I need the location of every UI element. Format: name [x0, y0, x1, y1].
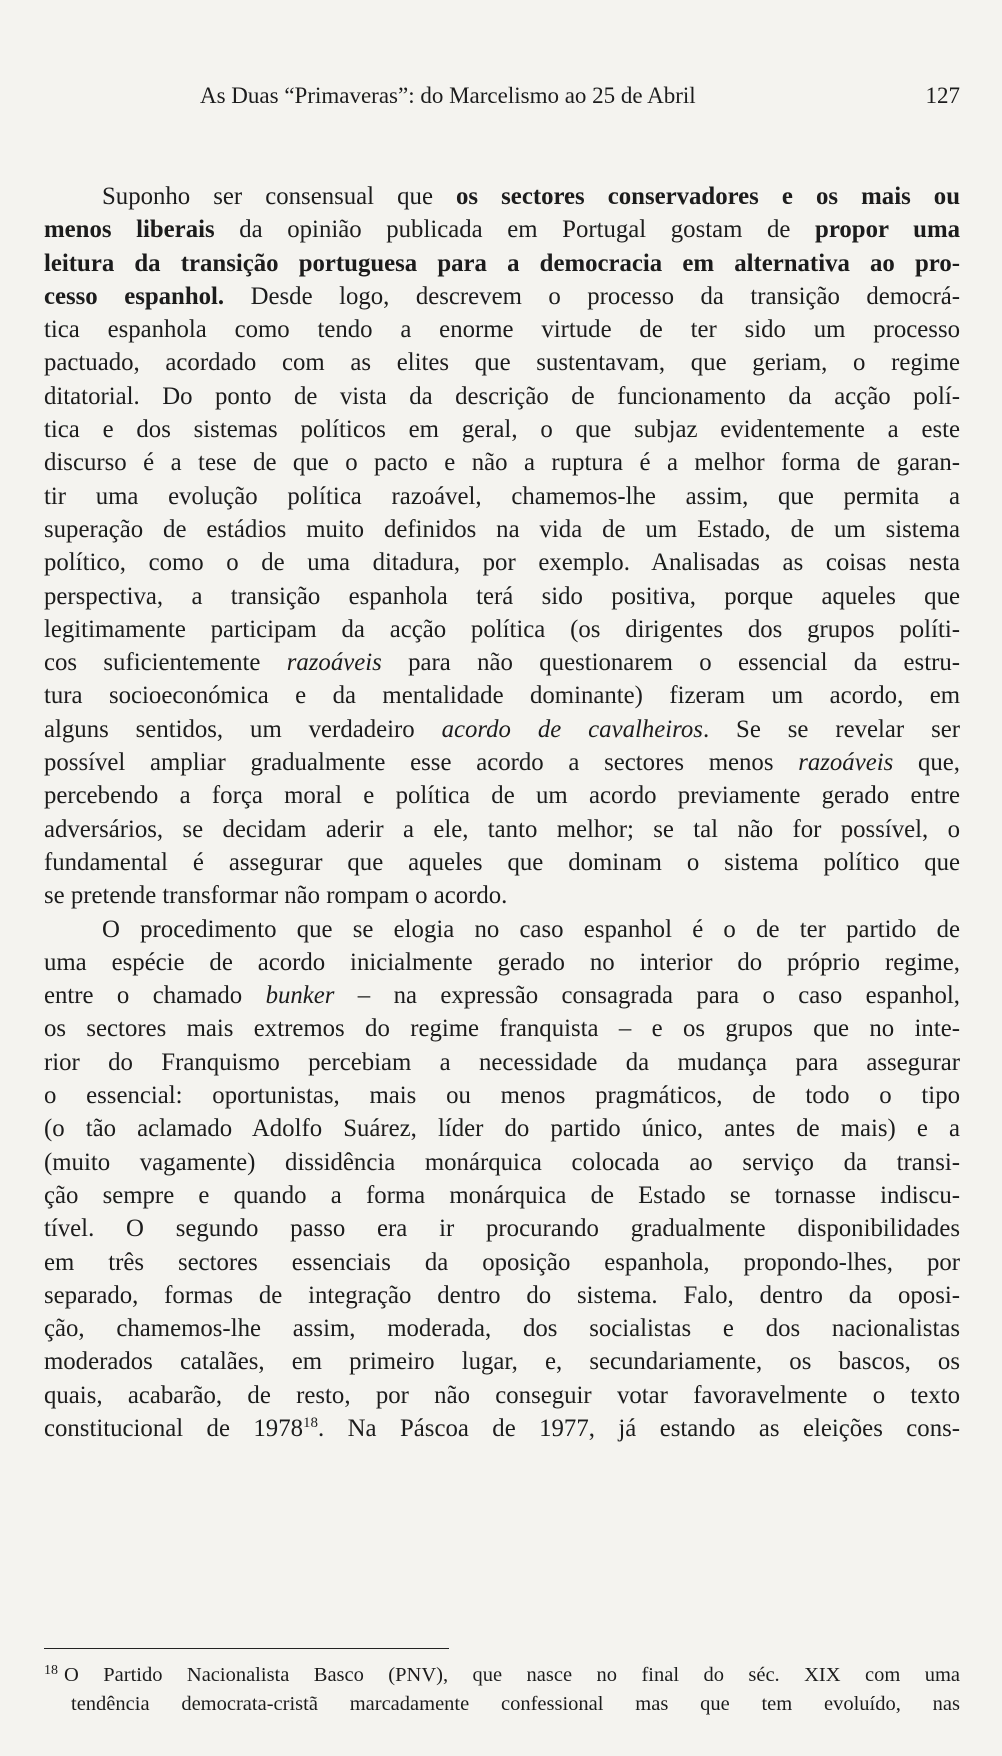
bold-run: os sectores conservadores e os mais ou [456, 183, 960, 210]
text-line: tica espanhola como tendo a enorme virtude de ter sido um processo [44, 316, 960, 344]
text-line: adversários, se decidam aderir a ele, tanto melhor; se tal não for possível, o [44, 815, 960, 843]
bold-run: cesso espanhol. [44, 282, 225, 310]
text-line [44, 746, 960, 779]
text-line: percebendo a força moral e política de um acordo previamente gerado entre [44, 782, 960, 810]
text-line: ção sempre e quando a forma monárquica de Estado se tornasse indiscu- [44, 1181, 960, 1209]
text-line: moderados catalães, em primeiro lugar, e, secundariamente, os bascos, os [44, 1348, 960, 1376]
text-run: possível ampliar gradualmente esse acordo a sectores menos [44, 749, 799, 777]
text-run: . Na Páscoa de 1977, já estando as eleições cons- [318, 1414, 960, 1442]
footnote-number: 18 [44, 1663, 58, 1678]
text-line: tível. O segundo passo era ir procurando gradualmente disponibilidades [44, 1215, 960, 1243]
text-line: perspectiva, a transição espanhola terá sido positiva, porque aqueles que [44, 582, 960, 610]
text-line: os sectores mais extremos do regime franquista – e os grupos que no inte- [44, 1015, 960, 1043]
text-line [44, 1412, 960, 1445]
text-line: em três sectores essenciais da oposição espanhola, propondo-lhes, por [44, 1248, 960, 1276]
italic-run: acordo de cavalheiros [441, 715, 703, 743]
text-line: tura socioeconómica e da mentalidade dominante) fizeram um acordo, em [44, 682, 960, 710]
text-line: tica e dos sistemas políticos em geral, o que subjaz evidentemente a este [44, 416, 960, 444]
text-line: quais, acabarão, de resto, por não conseguir votar favoravelmente o texto [44, 1381, 960, 1409]
text-line: leitura da transição portuguesa para a democracia em alternativa ao pro- [44, 249, 960, 277]
text-line: (o tão aclamado Adolfo Suárez, líder do partido único, antes de mais) e a [44, 1115, 960, 1143]
text-run: constitucional de 1978 [44, 1414, 303, 1442]
text-line: ção, chamemos-lhe assim, moderada, dos socialistas e dos nacionalistas [44, 1315, 960, 1343]
text-run: entre o chamado [44, 982, 266, 1010]
text-line: o essencial: oportunistas, mais ou menos pragmáticos, de todo o tipo [44, 1082, 960, 1110]
text-line [44, 713, 960, 746]
text-line [44, 646, 960, 679]
text-run: cos suficientemente [44, 649, 287, 677]
text-run: para não questionarem o essencial da estru- [381, 649, 961, 677]
text-run: da opinião publicada em Portugal gostam de [214, 216, 816, 244]
text-run: que, [893, 749, 960, 777]
text-line [44, 213, 960, 246]
footnote-reference[interactable]: 18 [303, 1414, 318, 1431]
bold-run: propor uma [815, 216, 960, 244]
text-line: separado, formas de integração dentro do sistema. Falo, dentro da oposi- [44, 1281, 960, 1309]
text-line [44, 979, 960, 1012]
running-header [200, 83, 960, 119]
bold-run: menos liberais [44, 216, 215, 244]
text-run: alguns sentidos, um verdadeiro [44, 715, 442, 743]
text-line [44, 280, 960, 313]
text-line: legitimamente participam da acção política (os dirigentes dos grupos políti- [44, 615, 960, 643]
body-text [44, 180, 960, 1445]
text-line: (muito vagamente) dissidência monárquica colocada ao serviço da transi- [44, 1148, 960, 1176]
text-run: Suponho ser consensual que [102, 183, 457, 210]
text-line: pactuado, acordado com as elites que sustentavam, que geriam, o regime [44, 349, 960, 377]
italic-run: razoáveis [286, 649, 382, 677]
text-line: O procedimento que se elogia no caso espanhol é o de ter partido de [102, 915, 960, 943]
italic-run: bunker [265, 982, 335, 1010]
footnote-text: O Partido Nacionalista Basco (PNV), que nasce no final do séc. XIX com uma [64, 1664, 960, 1686]
text-line: discurso é a tese de que o pacto e não a ruptura é a melhor forma de garan- [44, 449, 960, 477]
text-line: uma espécie de acordo inicialmente gerado no interior do próprio regime, [44, 948, 960, 976]
italic-run: razoáveis [798, 749, 894, 777]
text-line: rior do Franquismo percebiam a necessidade da mudança para assegurar [44, 1048, 960, 1076]
page-number: 127 [925, 83, 960, 108]
footnote-line [44, 1662, 960, 1691]
footnote-line: tendência democrata-cristã marcadamente confessional mas que tem evoluído, nas [71, 1693, 960, 1715]
footnotes [44, 1662, 960, 1717]
text-line: ditatorial. Do ponto de vista da descrição de funcionamento da acção polí- [44, 382, 960, 410]
text-line: político, como o de uma ditadura, por exemplo. Analisadas as coisas nesta [44, 549, 960, 577]
text-line: fundamental é assegurar que aqueles que dominam o sistema político que [44, 848, 960, 876]
text-line: tir uma evolução política razoável, chamemos-lhe assim, que permita a [44, 482, 960, 510]
running-title: As Duas “Primaveras”: do Marcelismo ao 25 de Abril [200, 83, 696, 108]
text-run: – na expressão consagrada para o caso espanhol, [334, 982, 960, 1010]
text-line: superação de estádios muito definidos na vida de um Estado, de um sistema [44, 515, 960, 543]
text-line [44, 180, 960, 213]
text-run: . Se se revelar ser [702, 715, 960, 743]
text-line: se pretende transformar não rompam o acordo. [44, 882, 508, 910]
text-run: Desde logo, descrevem o processo da transição democrá- [224, 282, 960, 310]
footnote-divider [44, 1648, 449, 1649]
